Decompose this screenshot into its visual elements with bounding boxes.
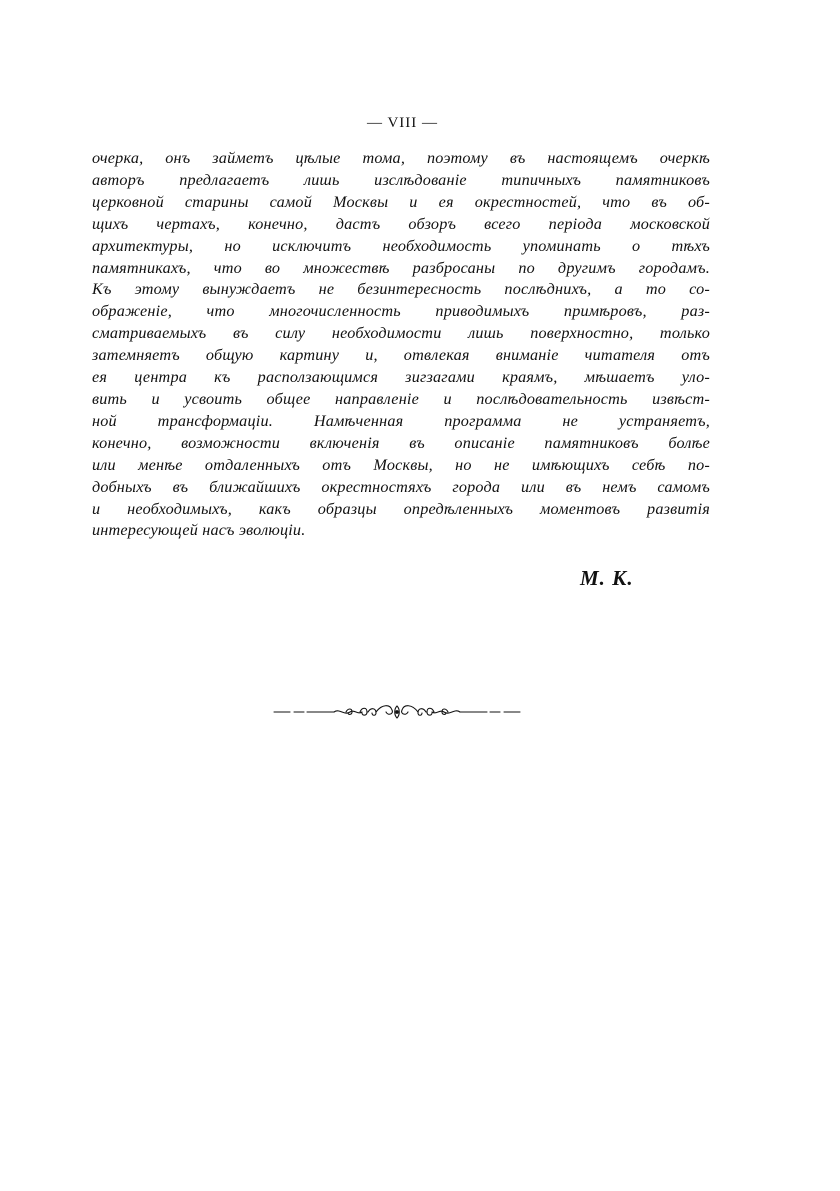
text-line: ной трансформаціи. Намѣченная программа не устраняетъ, — [92, 411, 710, 430]
text-line: щихъ чертахъ, конечно, дастъ обзоръ всего періода московской — [92, 214, 710, 233]
text-line: ея центра къ расползающимся зигзагами краямъ, мѣшаетъ уло- — [92, 368, 710, 387]
preface-paragraph — [92, 148, 710, 542]
text-line: интересующей насъ эволюціи. — [92, 521, 306, 540]
text-line: авторъ предлагаетъ лишь изслѣдованіе типичныхъ памятниковъ — [92, 170, 710, 189]
decorative-tailpiece-ornament-icon — [272, 700, 522, 724]
text-line: Къ этому вынуждаетъ не безинтересность послѣднихъ, а то со- — [92, 280, 710, 299]
text-line: сматриваемыхъ въ силу необходимости лишь поверхностно, только — [92, 324, 710, 343]
text-line: добныхъ въ ближайшихъ окрестностяхъ города или въ немъ самомъ — [92, 477, 710, 496]
text-line: и необходимыхъ, какъ образцы опредѣленныхъ моментовъ развитія — [92, 499, 710, 518]
text-line: архитектуры, но исключитъ необходимость упоминать о тѣхъ — [92, 236, 710, 255]
text-line: очерка, онъ займетъ цѣлые тома, поэтому въ настоящемъ очеркѣ — [92, 149, 710, 167]
text-line: или менѣе отдаленныхъ отъ Москвы, но не имѣющихъ себѣ по- — [92, 455, 710, 474]
text-line: конечно, возможности включенія въ описаніе памятниковъ болѣе — [92, 433, 710, 452]
text-line: памятникахъ, что во множествѣ разбросаны по другимъ городамъ. — [92, 258, 710, 277]
text-line: вить и усвоить общее направленіе и послѣдовательность извѣст- — [92, 389, 710, 408]
author-signature: М. К. — [580, 566, 634, 590]
text-line: ображеніе, что многочисленность приводимыхъ примѣровъ, раз- — [92, 302, 710, 321]
text-line: затемняетъ общую картину и, отвлекая вниманіе читателя отъ — [92, 346, 710, 365]
page-number: — VIII — — [366, 115, 439, 131]
text-line: церковной старины самой Москвы и ея окрестностей, что въ об- — [92, 192, 710, 211]
